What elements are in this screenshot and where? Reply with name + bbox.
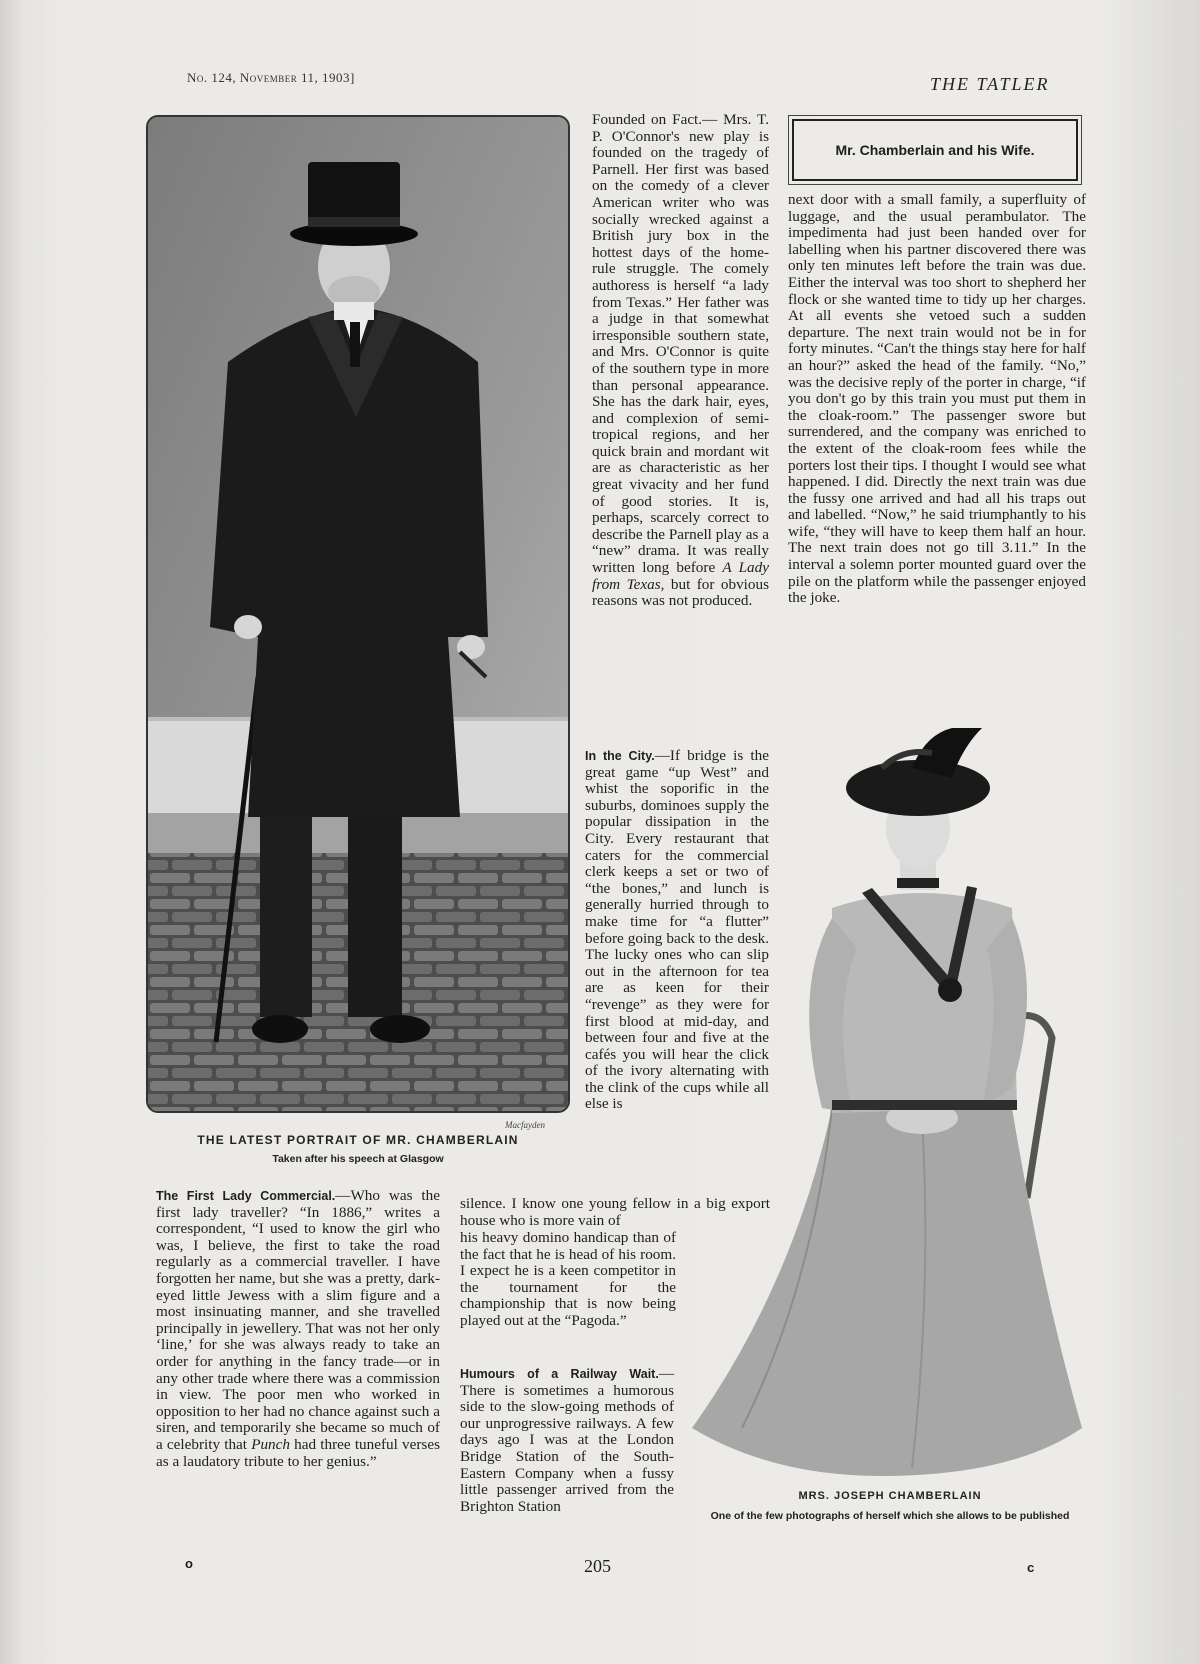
article-first-lady-commercial — [156, 1188, 440, 1470]
portrait-caption: THE LATEST PORTRAIT OF MR. CHAMBERLAIN — [197, 1133, 519, 1147]
play-title: A Lady from Texas — [592, 559, 769, 593]
page-number: 205 — [584, 1556, 611, 1576]
section-box-heading: Mr. Chamberlain and his Wife. — [792, 119, 1078, 181]
photo-credit: Macfayden — [505, 1120, 545, 1130]
founded-heading: Founded on Fact.— — [592, 111, 718, 128]
footer-right-mark: c — [1027, 1560, 1035, 1575]
portrait-subcaption: Taken after his speech at Glasgow — [272, 1153, 444, 1165]
footer-left-mark: o — [185, 1556, 193, 1571]
lady-heading: The First Lady Commercial. — [156, 1189, 336, 1203]
punch-title: Punch — [251, 1435, 290, 1453]
portrait-illustration — [148, 117, 568, 1111]
article-founded-on-fact — [592, 112, 769, 610]
mrs-chamberlain-subcaption: One of the few photographs of herself which she allows to be published — [710, 1510, 1070, 1522]
masthead: THE TATLER — [930, 74, 1050, 94]
article-railway-wait — [460, 1366, 674, 1515]
railway-heading: Humours of a Railway Wait. — [460, 1367, 659, 1381]
seated-woman-illustration — [682, 728, 1088, 1483]
portrait-photo-mrs-chamberlain — [682, 728, 1088, 1483]
lady-body-end: had three tuneful verses as a laudatory tribute to her genius.” — [156, 1435, 440, 1470]
city-wide-lines: silence. I know one young fellow in a big export house who is more vain of — [460, 1195, 770, 1229]
city-body-c: his heavy domino handicap than of the fact that he is head of his room. I expect he is a keen competitor in the tournament for the championship that is now being played out at the “Pagoda.” — [460, 1229, 676, 1329]
city-body-a: —If bridge is the great game “up West” and whist the soporific in the suburbs, dominoes supply the popular dissipation in the City. Every restaurant that caters for the commercial clerk keeps a set or two of “the bones,” and lunch is generally hurried through to make time for “a flutter” before going back to the desk. The lucky ones who can slip out in the afternoon for tea are as keen for their “revenge” as they were for first blood at mid-day, and between four and five at the cafés you will hear the click of the ivory alternating with the clink of the cups while all else is — [585, 747, 769, 1113]
portrait-photo-mr-chamberlain — [146, 115, 570, 1113]
founded-body-end: , but for obvious reasons was not produced. — [592, 575, 769, 610]
issue-folio: No. 124, November 11, 1903] — [187, 70, 355, 85]
founded-body: Mrs. T. P. O'Connor's new play is founded on the tragedy of Parnell. Her first was based on the comedy of a clever American writer who was socially wrecked against a British jury box in the hottest days of the home-rule struggle. The comely authoress is herself “a lady from Texas.” Her father was a judge in that somewhat irresponsible southern state, and Mrs. O'Connor is quite of the southern type in more than personal appearance. She has the dark hair, eyes, and complexion of semi-tropical regions, and her quick brain and mordant wit are as characteristic as her great vivacity and her fund of good stories. It is, perhaps, scarcely correct to describe the Parnell play as a “new” drama. It was really written long before — [592, 111, 769, 577]
city-heading: In the City. — [585, 749, 655, 763]
railway-continuation: next door with a small family, a superfluity of luggage, and the usual perambulator. The impedimenta had just been handed over for labelling when his partner discovered there was only ten minutes left before the train was due. Either the interval was too short to shepherd her flock or she wanted time to tidy up her charges. At all events she vetoed such a sudden departure. The next train would not be in for forty minutes. “Can't the things stay here for half an hour?” asked the head of the family. “No,” was the decisive reply of the porter in charge, “if you don't go by this train you must put them in the cloak-room.” The passenger swore but surrendered, and the company was enriched to the extent of the cloak-room fees while the porters lost their tips. I thought I would see what happened. I did. Directly the next train was due the fussy one arrived and had all his traps out and labelled. “Now,” he said triumphantly to his wife, “they will have to keep them half an hour. The next train does not go till 3.11.” In the interval a solemn porter mounted guard over the pile on the platform while the passenger enjoyed the joke. — [788, 191, 1086, 607]
railway-body: —There is sometimes a humorous side to the slow-going methods of our unprogressive railways. A few days ago I was at the London Bridge Station of the South-Eastern Company when a fussy little passenger arrived from the Brighton Station — [460, 1365, 674, 1515]
lady-body: —Who was the first lady traveller? “In 1886,” writes a correspondent, “I used to know the girl who was, I believe, the first to take the road regularly as a commercial traveller. I have forgotten her name, but she was a pretty, dark-eyed little Jewess with a slim figure and a most insinuating manner, and she travelled principally in jewellery. That was not her only ‘line,’ for she was always ready to take an order for anything in the fancy trade—or in any other trade where there was a commission in view. The poor men who worked in opposition to her had no chance against such a siren, and temporarily she became so much of a celebrity that — [156, 1187, 440, 1453]
mrs-chamberlain-caption: MRS. JOSEPH CHAMBERLAIN — [798, 1490, 982, 1502]
